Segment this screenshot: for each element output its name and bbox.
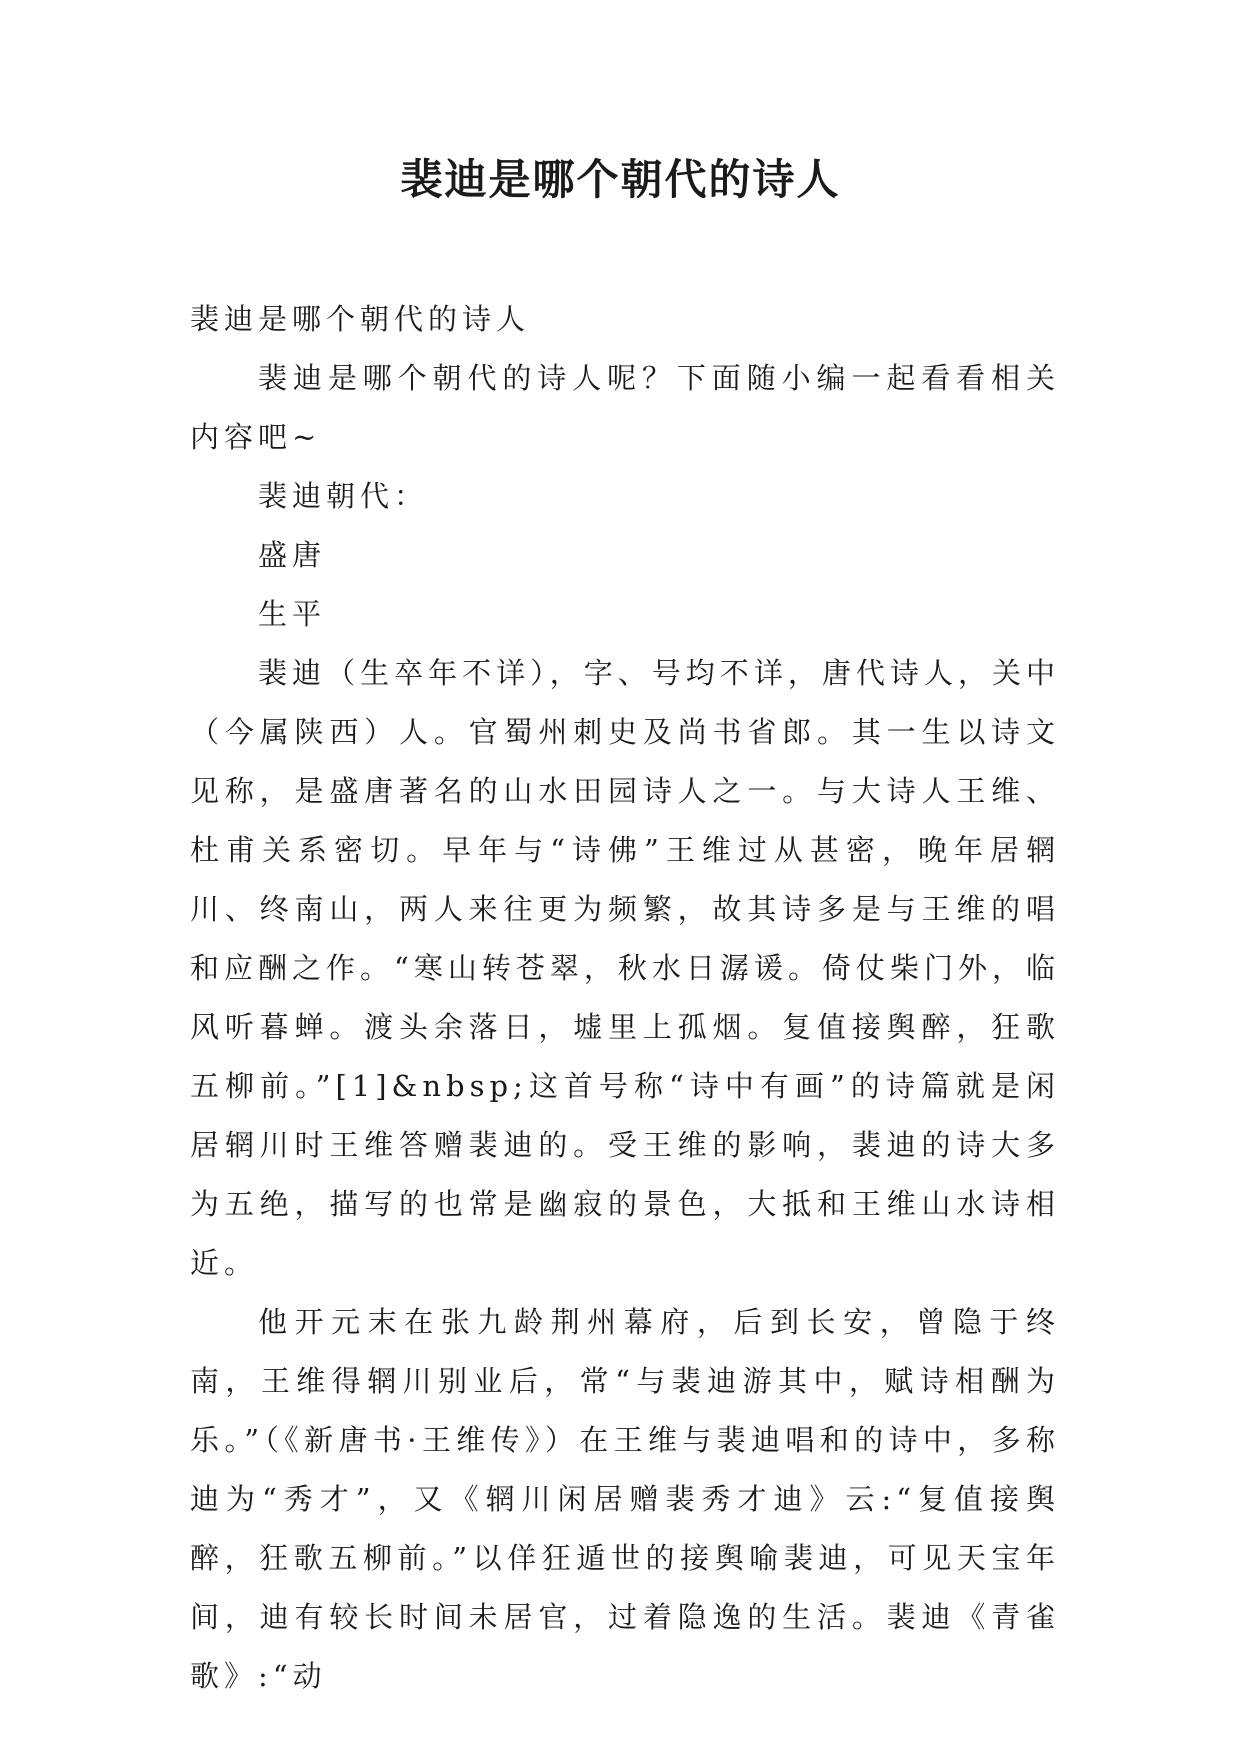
paragraph-biography: 裴迪（生卒年不详），字、号均不详，唐代诗人，关中（今属陕西）人。官蜀州刺史及尚书省郎。其一生以诗文见称，是盛唐著名的山水田园诗人之一。与大诗人王维、杜甫关系密切。早年与“诗佛”王维过从甚密，晚年居辋川、终南山，两人来往更为频繁，故其诗多是与王维的唱和应酬之作。“寒山转苍翠，秋水日潺谖。倚仗柴门外，临风听暮蝉。渡头余落日，墟里上孤烟。复值接舆醉，狂歌五柳前。”[1]&nbsp;这首号称“诗中有画”的诗篇就是闲居辋川时王维答赠裴迪的。受王维的影响，裴迪的诗大多为五绝，描写的也常是幽寂的景色，大抵和王维山水诗相近。: [190, 656, 1060, 1280]
document-body: [190, 290, 1060, 1706]
paragraph-later-life: 他开元末在张九龄荆州幕府，后到长安，曾隐于终南，王维得辋川别业后，常“与裴迪游其中，赋诗相酬为乐。”（《新唐书·王维传》）在王维与裴迪唱和的诗中，多称迪为“秀才”，又《辋川闲居赠裴秀才迪》云:“复值接舆醉，狂歌五柳前。”以佯狂遁世的接舆喻裴迪，可见天宝年间，迪有较长时间未居官，过着隐逸的生活。裴迪《青雀歌》:“动: [190, 1305, 1060, 1693]
paragraph-heading: 裴迪是哪个朝代的诗人: [190, 302, 531, 336]
paragraph-biography-heading: 生平: [258, 597, 327, 631]
paragraph-dynasty-label: 裴迪朝代：: [258, 479, 429, 513]
paragraph-dynasty-value: 盛唐: [258, 538, 327, 572]
paragraph-intro: 裴迪是哪个朝代的诗人呢？下面随小编一起看看相关内容吧~: [190, 361, 1060, 454]
document-title: 裴迪是哪个朝代的诗人: [400, 155, 841, 204]
